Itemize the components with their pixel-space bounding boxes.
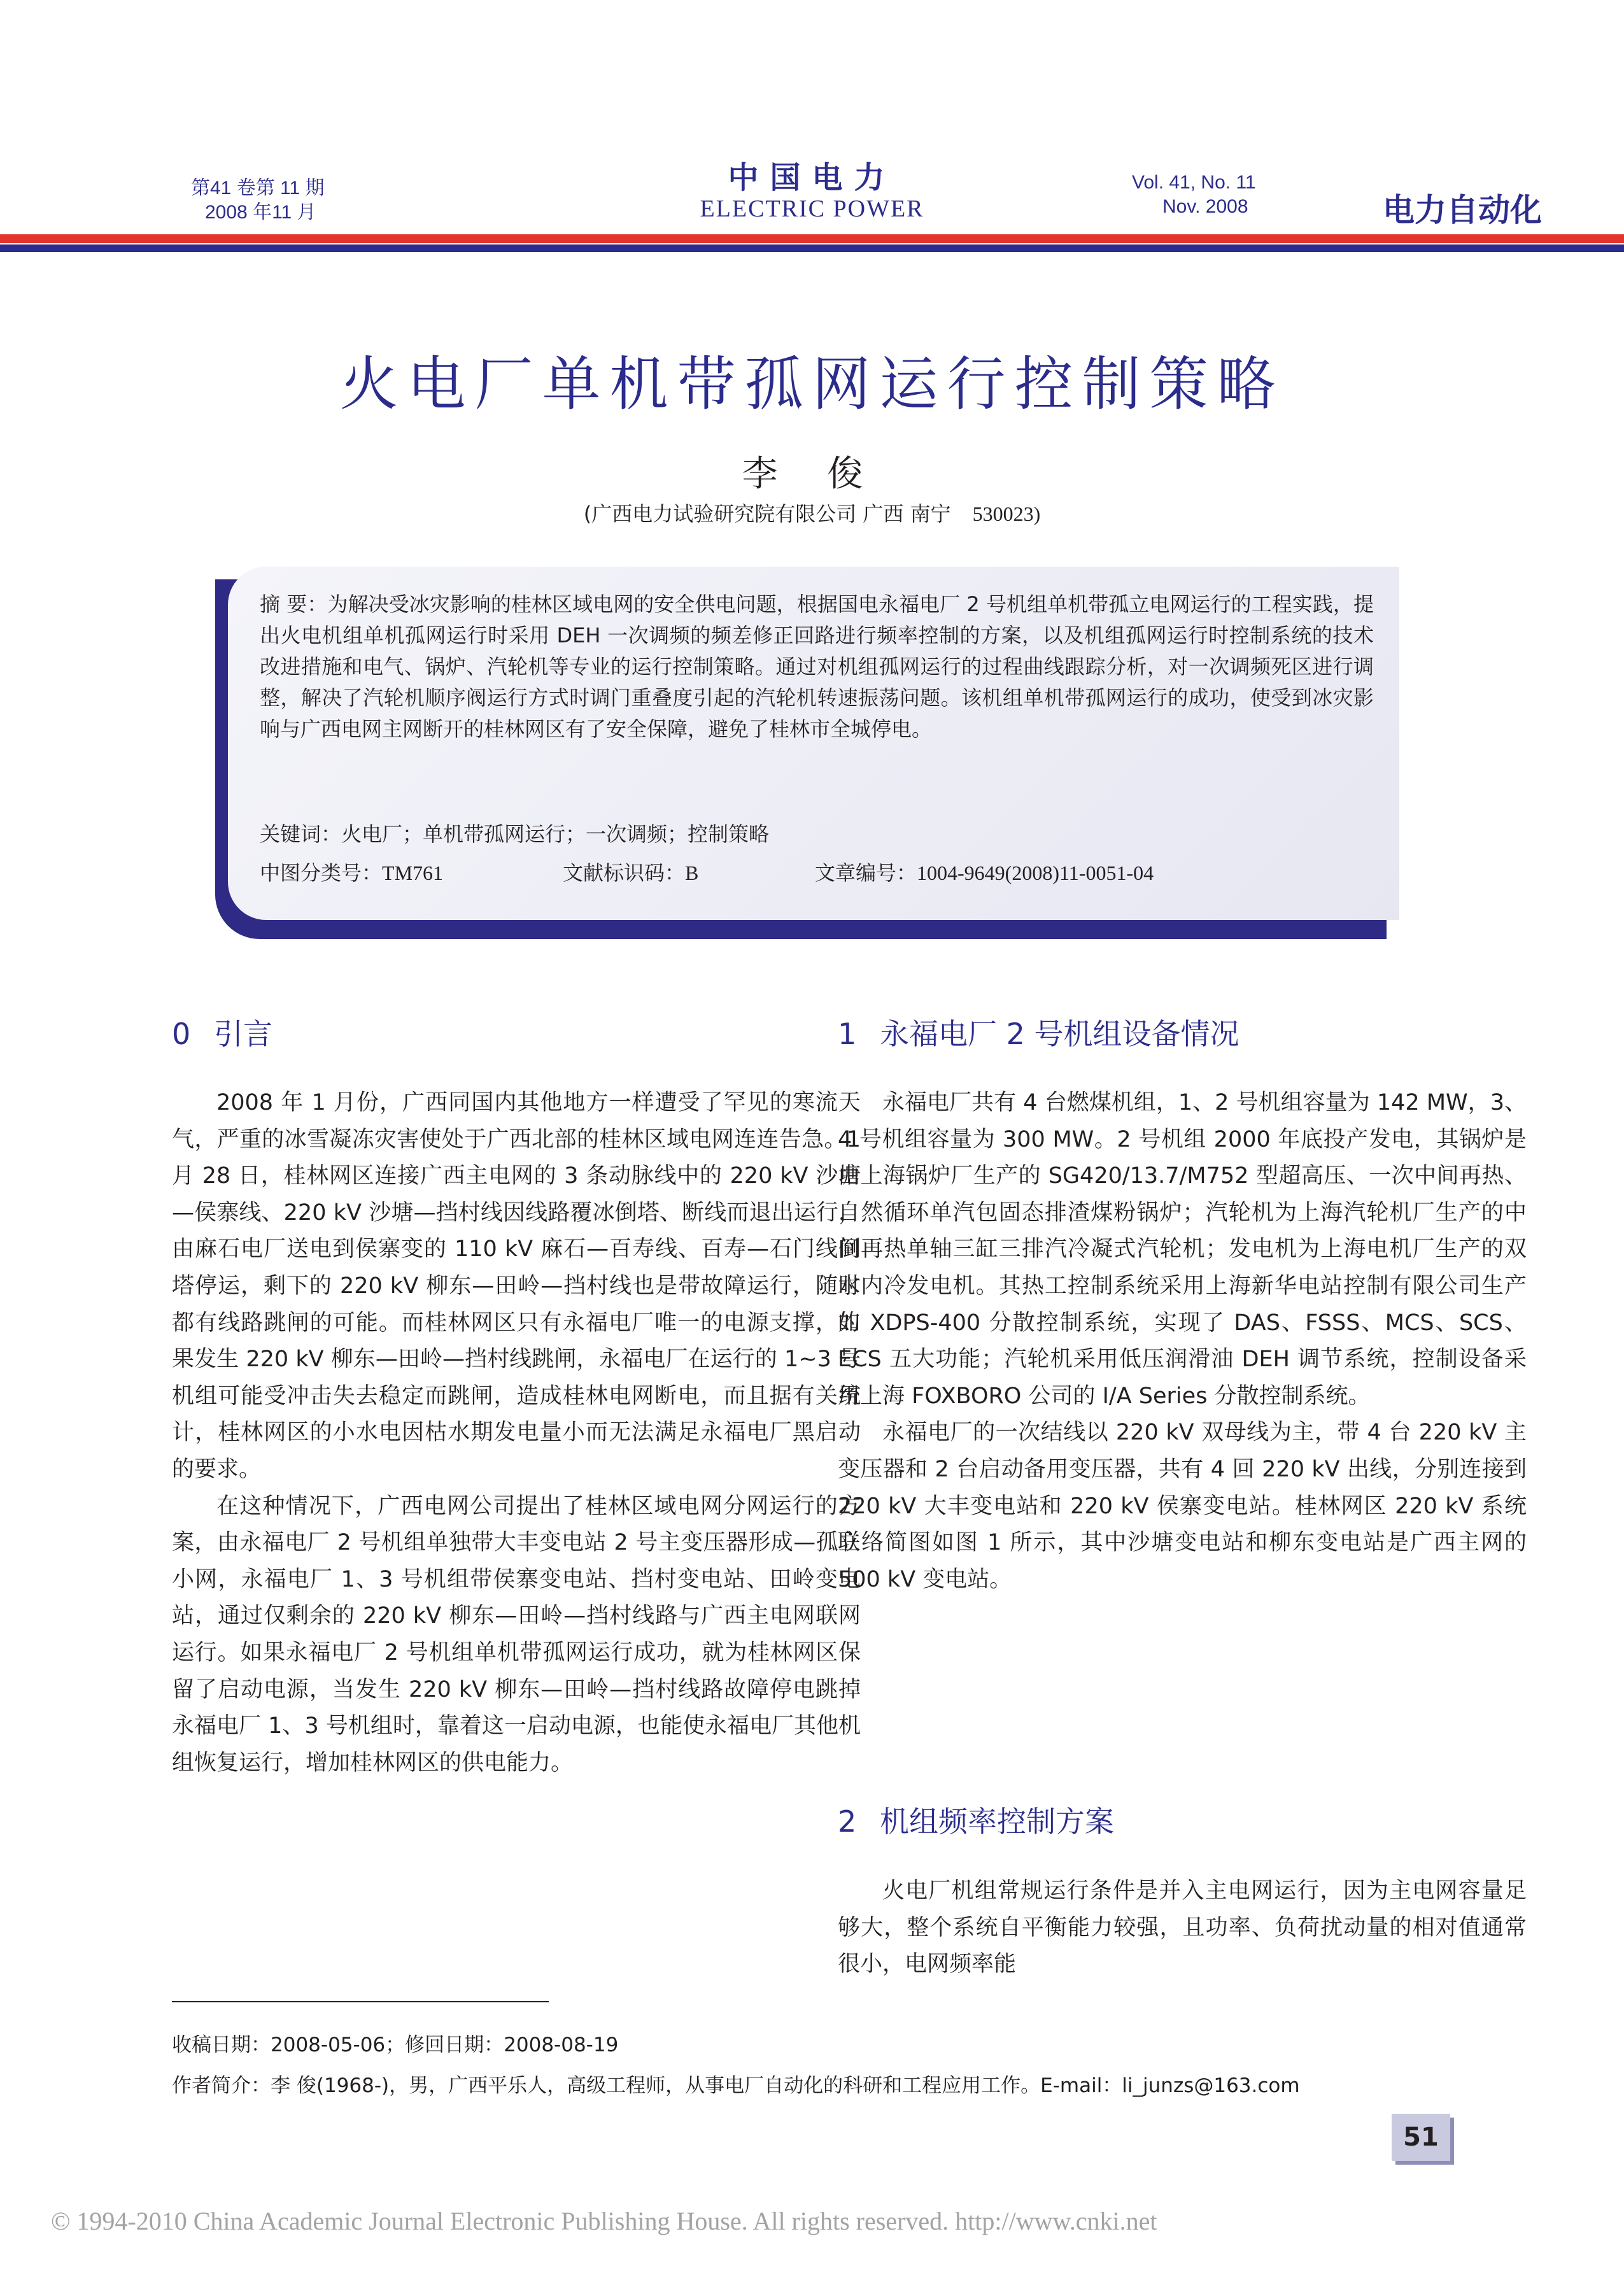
article-author: 李 俊 <box>742 453 882 495</box>
article-no-value: 1004-9649(2008)11-0051-04 <box>917 861 1154 884</box>
author-affiliation <box>0 498 1624 527</box>
section-1-heading <box>838 1011 1239 1053</box>
abstract-text: 为解决受冰灾影响的桂林区域电网的安全供电问题，根据国电永福电厂 2 号机组单机带孤立电网运行的工程实践，提出火电机组单机孤网运行时采用 DEH 一次调频的频差修正回路进行频率控制的方案，以及机组孤网运行时控制系统的技术改进措施和电气、锅炉、汽轮机等专业的运行控制策略。通过对机组孤网运行的过程曲线跟踪分析，对一次调频死区进行调整，解决了汽轮机顺序阀运行方式时调门重叠度引起的汽轮机转速振荡问题。该机组单机带孤网运行的成功，使受到冰灾影响与广西电网主网断开的桂林网区有了安全保障，避免了桂林市全城停电。 <box>260 592 1374 741</box>
affiliation-zip: 530023) <box>972 502 1041 525</box>
keywords <box>260 818 769 847</box>
clc-number <box>260 857 443 886</box>
section-1-title: 永福电厂 2 号机组设备情况 <box>880 1017 1239 1051</box>
volume-issue-cn: 第41 卷第 11 期 <box>191 178 325 199</box>
footnote-rule <box>172 2001 549 2002</box>
article-title: 火电厂单机带孤网运行控制策略 <box>339 350 1285 418</box>
copyright-notice: © 1994-2010 China Academic Journal Electronic Publishing House. All rights reserved. http://www.cnki.net <box>51 2207 1157 2235</box>
issue-date-en: Nov. 2008 <box>1162 196 1248 217</box>
section-2-paragraph-1: 火电厂机组常规运行条件是并入主电网运行，因为主电网容量足够大，整个系统自平衡能力较强，且功率、负荷扰动量的相对值通常很小，电网频率能 <box>838 1878 1527 1977</box>
doc-code-label: 文献标识码： <box>563 861 686 885</box>
author-bio: 作者简介：李 俊(1968-)，男，广西平乐人，高级工程师，从事电厂自动化的科研和工程应用工作。E-mail：li_junzs@163.com <box>172 2074 1300 2097</box>
volume-issue-en: Vol. 41, No. 11 <box>1132 172 1256 193</box>
page-number: 51 <box>1392 2114 1450 2161</box>
right-column-section-1 <box>838 1085 1527 1598</box>
affiliation-text: (广西电力试验研究院有限公司 广西 南宁 <box>583 502 951 526</box>
keywords-text: 火电厂；单机带孤网运行；一次调频；控制策略 <box>341 822 770 846</box>
section-2-number: 2 <box>838 1804 857 1839</box>
issue-date-cn: 2008 年11 月 <box>205 202 316 223</box>
section-1-paragraph-2: 永福电厂的一次结线以 220 kV 双母线为主，带 4 台 220 kV 主变压器和 2 台启动备用变压器，共有 4 回 220 kV 出线，分别连接到 220 kV 大丰变电站和 220 kV 侯寨变电站。桂林网区 220 kV 系统联络简图如图 1 所示，其中沙塘变电站和柳东变电站是广西主网的 500 kV 变电站。 <box>838 1420 1527 1592</box>
article-no-label: 文章编号： <box>815 861 917 885</box>
section-0-number: 0 <box>172 1017 191 1051</box>
header-rule-blue <box>0 244 1624 252</box>
keywords-label: 关键词： <box>260 822 342 846</box>
section-0-paragraph-2: 在这种情况下，广西电网公司提出了桂林区域电网分网运行的方案，由永福电厂 2 号机组单独带大丰变电站 2 号主变压器形成—孤立小网，永福电厂 1、3 号机组带侯寨变电站、挡村变电站、田岭变电站，通过仅剩余的 220 kV 柳东—田岭—挡村线路与广西主电网联网运行。如果永福电厂 2 号机组单机带孤网运行成功，就为桂林网区保留了启动电源，当发生 220 kV 柳东—田岭—挡村线路故障停电跳掉永福电厂 1、3 号机组时，靠着这一启动电源，也能使永福电厂其他机组恢复运行，增加桂林网区的供电能力。 <box>172 1493 861 1776</box>
section-1-number: 1 <box>838 1017 857 1051</box>
journal-name-en: ELECTRIC POWER <box>700 195 924 222</box>
doc-code-value: B <box>685 861 699 884</box>
clc-value: TM761 <box>382 861 444 884</box>
section-2-heading <box>838 1799 1114 1841</box>
header-rule-red <box>0 234 1624 243</box>
right-column-section-2 <box>838 1873 1527 1983</box>
abstract-label: 摘 要： <box>260 592 328 616</box>
section-2-title: 机组频率控制方案 <box>880 1804 1114 1839</box>
section-0-paragraph-1: 2008 年 1 月份，广西同国内其他地方一样遭受了罕见的寒流天气，严重的冰雪凝冻灾害使处于广西北部的桂林区域电网连连告急。1 月 28 日，桂林网区连接广西主电网的 3 条动脉线中的 220 kV 沙塘—侯寨线、220 kV 沙塘—挡村线因线路覆冰倒塔、断线而退出运行，由麻石电厂送电到侯寨变的 110 kV 麻石—百寿线、百寿—石门线倒塔停运，剩下的 220 kV 柳东—田岭—挡村线也是带故障运行，随时都有线路跳闸的可能。而桂林网区只有永福电厂唯一的电源支撑，如果发生 220 kV 柳东—田岭—挡村线跳闸，永福电厂在运行的 1~3 号机组可能受冲击失去稳定而跳闸，造成桂林电网断电，而且据有关统计，桂林网区的小水电因枯水期发电量小而无法满足永福电厂黑启动的要求。 <box>172 1090 861 1482</box>
section-1-paragraph-1: 永福电厂共有 4 台燃煤机组，1、2 号机组容量为 142 MW，3、4 号机组容量为 300 MW。2 号机组 2000 年底投产发电，其锅炉是由上海锅炉厂生产的 SG420/13.7/M752 型超高压、一次中间再热、自然循环单汽包固态排渣煤粉锅炉；汽轮机为上海汽轮机厂生产的中间再热单轴三缸三排汽冷凝式汽轮机；发电机为上海电机厂生产的双水内冷发电机。其热工控制系统采用上海新华电站控制有限公司生产的 XDPS-400 分散控制系统，实现了 DAS、FSSS、MCS、SCS、ECS 五大功能；汽轮机采用低压润滑油 DEH 调节系统，控制设备采用上海 FOXBORO 公司的 I/A Series 分散控制系统。 <box>838 1090 1527 1409</box>
article-number <box>815 857 1154 886</box>
section-0-heading <box>172 1011 272 1053</box>
abstract <box>260 589 1374 745</box>
left-column <box>172 1085 861 1781</box>
clc-label: 中图分类号： <box>260 861 383 885</box>
journal-name-cn: 中国电力 <box>728 160 896 195</box>
received-date: 收稿日期：2008-05-06；修回日期：2008-08-19 <box>172 2034 619 2056</box>
section-tag: 电力自动化 <box>1383 192 1542 229</box>
document-code <box>563 857 698 886</box>
section-0-title: 引言 <box>214 1017 272 1051</box>
